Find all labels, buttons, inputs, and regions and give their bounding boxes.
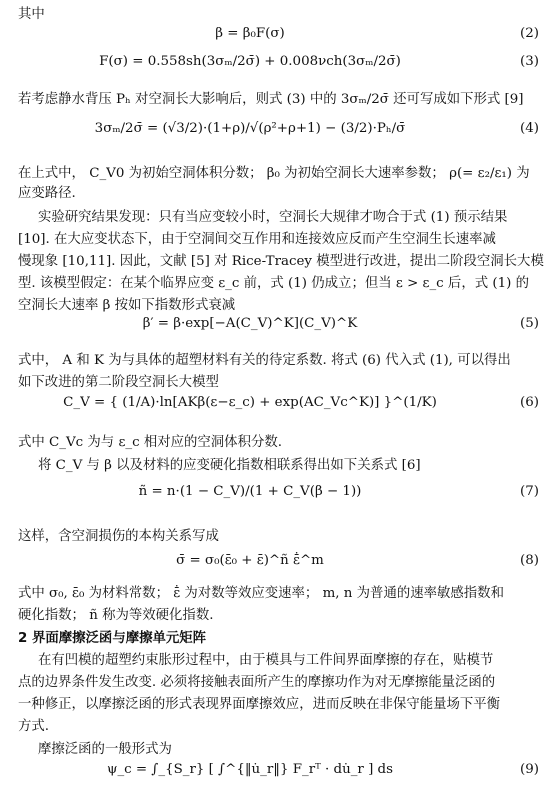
text-line: 点的边界条件发生改变. 必须将接触表面所产生的摩擦功作为对无摩擦能量泛函的 bbox=[18, 675, 496, 690]
text-line: 在上式中， C_V0 为初始空洞体积分数； β₀ 为初始空洞长大速率参数； ρ(= ε₂/ε₁) 为 bbox=[18, 166, 530, 181]
text-line: 应变路径. bbox=[18, 186, 76, 201]
text-line: 一种修正，以摩擦泛函的形式表现界面摩擦效应，进而反映在非保守能量场下平衡 bbox=[18, 697, 501, 712]
text-line: 实验研究结果发现：只有当应变较小时，空洞长大规律才吻合于式 (1) 预示结果 bbox=[38, 210, 508, 225]
section-heading: 2 界面摩擦泛函与摩擦单元矩阵 bbox=[18, 631, 207, 646]
text-line: [10]. 在大应变状态下，由于空洞间交互作用和连接效应反而产生空洞生长速率减 bbox=[18, 232, 496, 247]
equation-number: (8) bbox=[520, 553, 539, 568]
equation-number: (3) bbox=[520, 54, 539, 69]
equation: ψ_c = ∫_{S_r} [ ∫^{‖u̇_r‖} F_rᵀ · du̇_r ] ds bbox=[106, 762, 393, 777]
text-line: 式中 σ₀, ε̄₀ 为材料常数； ε̄̇ 为对数等效应变速率； m, n 为普通的速率敏感指数和 bbox=[18, 586, 504, 601]
equation-number: (5) bbox=[520, 316, 539, 331]
text-line: 摩擦泛函的一般形式为 bbox=[38, 742, 172, 757]
equation: 3σₘ/2σ̄ = (√3/2)·(1+ρ)/√(ρ²+ρ+1) − (3/2)·Pₕ/σ̄ bbox=[94, 121, 406, 136]
equation-number: (6) bbox=[520, 395, 539, 410]
text-line: 方式. bbox=[18, 719, 50, 734]
text-line: 若考虑静水背压 Pₕ 对空洞长大影响后，则式 (3) 中的 3σₘ/2σ̄ 还可写成如下形式 [9] bbox=[18, 92, 524, 107]
equation-number: (7) bbox=[520, 484, 539, 499]
text-line: 其中 bbox=[18, 7, 45, 22]
text-line: 如下改进的第二阶段空洞长大模型 bbox=[18, 375, 219, 390]
equation-number: (9) bbox=[520, 762, 539, 777]
equation: C_V = { (1/A)·ln[AKβ(ε−ε_c) + exp(AC_Vc^K)] }^(1/K) bbox=[63, 395, 437, 410]
text-line: 硬化指数； ñ 称为等效硬化指数. bbox=[18, 608, 214, 623]
text-line: 慢现象 [10,11]. 因此，文献 [5] 对 Rice-Tracey 模型进行改进，提出二阶段空洞长大模 bbox=[18, 254, 544, 269]
equation-number: (4) bbox=[520, 121, 539, 136]
text-line: 式中 C_Vc 为与 ε_c 相对应的空洞体积分数. bbox=[18, 435, 282, 450]
text-line: 式中， A 和 K 为与具体的超塑材料有关的待定系数. 将式 (6) 代入式 (1), 可以得出 bbox=[18, 353, 511, 368]
equation: σ̄ = σ₀(ε̄₀ + ε̄)^ñ ε̄̇^m bbox=[176, 553, 324, 568]
equation-number: (2) bbox=[520, 26, 539, 41]
equation: ñ = n·(1 − C_V)/(1 + C_V(β − 1)) bbox=[138, 484, 362, 499]
equation: F(σ) = 0.558sh(3σₘ/2σ̄) + 0.008νch(3σₘ/2σ̄) bbox=[99, 54, 401, 69]
text-line: 在有凹模的超塑约束胀形过程中，由于模具与工件间界面摩擦的存在，贴模节 bbox=[38, 653, 494, 668]
equation: β = β₀F(σ) bbox=[215, 26, 285, 41]
text-line: 这样，含空洞损伤的本构关系写成 bbox=[18, 529, 219, 544]
text-line: 型. 该模型假定：在某个临界应变 ε_c 前，式 (1) 仍成立；但当 ε > ε_c 后，式 (1) 的 bbox=[18, 276, 529, 291]
text-line: 将 C_V 与 β 以及材料的应变硬化指数相联系得出如下关系式 [6] bbox=[38, 458, 421, 473]
equation: β′ = β·exp[−A(C_V)^K](C_V)^K bbox=[142, 316, 358, 331]
text-line: 空洞长大速率 β 按如下指数形式衰减 bbox=[18, 298, 236, 313]
